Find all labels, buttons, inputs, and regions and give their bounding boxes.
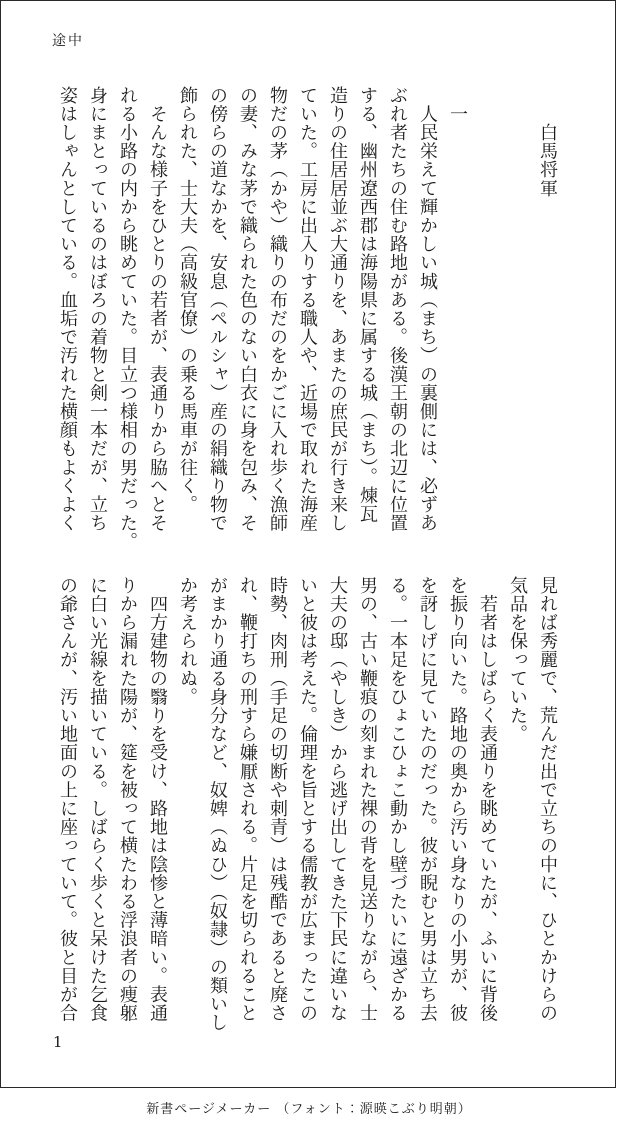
text-column: 人民栄えて輝かしい城（まち）の裏側には、必ずあ bbox=[417, 86, 438, 533]
text-column: 男の、古い鞭痕の刻まれた裸の背を見送りながら、士 bbox=[357, 576, 378, 1023]
text-column: 気品を保っていた。 bbox=[507, 576, 528, 744]
text-column: 物だの茅（かや）織りの布だのをかごに入れ歩く漁師 bbox=[267, 86, 288, 533]
text-column: ていた。工房に出入りする職人や、近場で取れた海産 bbox=[297, 86, 318, 533]
text-column: 若者はしばらく表通りを眺めていたが、ふいに背後 bbox=[477, 576, 498, 1023]
text-column: 姿はしゃんとしている。血垢で汚れた横顔もよくよく bbox=[57, 86, 78, 533]
text-column bbox=[472, 86, 502, 538]
vertical-text-band-upper bbox=[52, 86, 562, 551]
text-column bbox=[502, 86, 532, 538]
text-column: がまかり通る身分など、奴婢（ぬひ）（奴隷）の類いし bbox=[207, 576, 228, 1032]
text-column: 一 bbox=[447, 86, 468, 124]
text-column: 造りの住居居並ぶ大通りを、あまたの庶民が行き来し bbox=[327, 86, 348, 533]
text-column: の傍らの道なかを、安息（ペルシャ）産の絹織り物で bbox=[207, 86, 228, 533]
text-column: 大夫の邸（やしき）から逃げ出してきた下民に違いな bbox=[327, 576, 348, 1023]
text-column: りから漏れた陽が、筵を被って横たわる浮浪者の痩躯 bbox=[117, 576, 138, 1023]
text-column: ぶれ者たちの住む路地がある。後漢王朝の北辺に位置 bbox=[387, 86, 408, 533]
text-column: を訝しげに見ていたのだった。彼が睨むと男は立ち去 bbox=[417, 576, 438, 1023]
text-column: 見れば秀麗で、荒んだ出で立ちの中に、ひとかけらの bbox=[537, 576, 558, 1023]
running-head: 途中 bbox=[52, 33, 84, 49]
text-column: の妻、みな茅で織られた色のない白衣に身を包み、そ bbox=[237, 86, 258, 533]
text-column: いと彼は考えた。倫理を旨とする儒教が広まったこの bbox=[297, 576, 318, 1023]
text-column: る。一本足をひょこひょこ動かし壁づたいに遠ざかる bbox=[387, 576, 408, 1023]
text-column: 白馬将軍 bbox=[537, 86, 558, 198]
text-column: 身にまとっているのはぼろの着物と剣一本だが、立ち bbox=[87, 86, 108, 533]
text-column: 飾られた、士大夫（高級官僚）の乗る馬車が往く。 bbox=[177, 86, 198, 514]
text-column: に白い光線を描いている。しばらく歩くと呆けた乞食 bbox=[87, 576, 108, 1023]
text-column: か考えられぬ。 bbox=[177, 576, 198, 707]
text-column: そんな様子をひとりの若者が、表通りから脇へとそ bbox=[147, 86, 168, 533]
text-column: れ、鞭打ちの刑すら嫌厭される。片足を切られること bbox=[237, 576, 258, 1023]
text-column: れる小路の内から眺めていた。目立つ様相の男だった。 bbox=[117, 86, 138, 551]
text-column: を振り向いた。路地の奥から汚い身なりの小男が、彼 bbox=[447, 576, 468, 1023]
text-column: 四方建物の翳りを受け、路地は陰惨と薄暗い。表通 bbox=[147, 576, 168, 1023]
vertical-text-band-lower bbox=[52, 576, 562, 1032]
text-column: する、幽州遼西郡は海陽県に属する城（まち）。煉瓦 bbox=[357, 86, 378, 524]
page-number: 1 bbox=[53, 1033, 63, 1051]
generator-footer-caption: 新書ページメーカー （フォント：源暎こぶり明朝） bbox=[146, 1102, 472, 1117]
text-column: の爺さんが、汚い地面の上に座っていて。彼と目が合 bbox=[57, 576, 78, 1023]
text-column: 時勢、肉刑（手足の切断や刺青）は残酷であると廃さ bbox=[267, 576, 288, 1023]
